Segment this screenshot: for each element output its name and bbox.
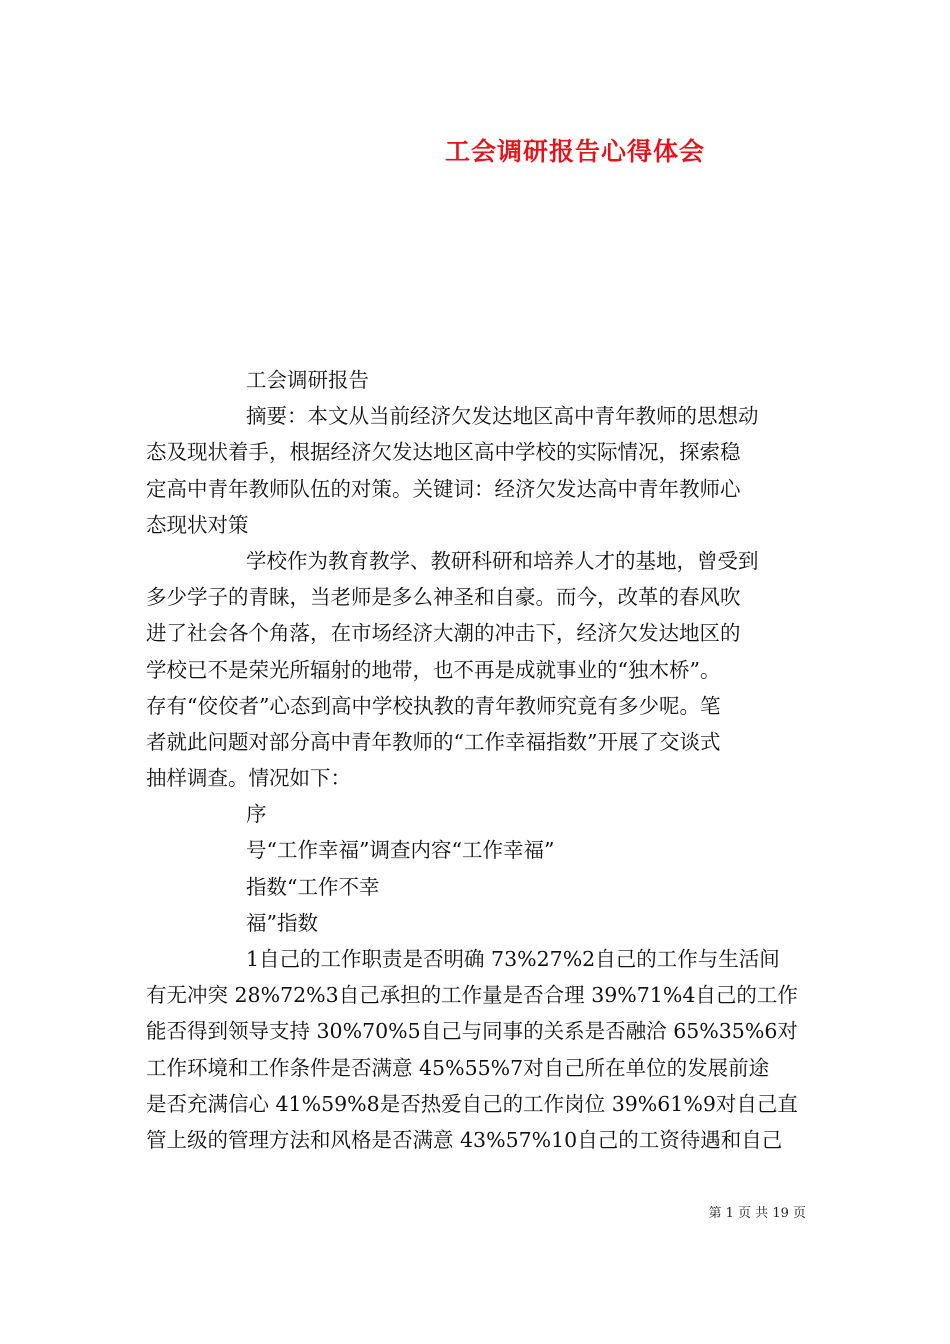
text-line: 定高中青年教师队伍的对策。关键词：经济欠发达高中青年教师心	[146, 476, 741, 501]
text-line: 工作环境和工作条件是否满意 45%55%7对自己所在单位的发展前途	[146, 1055, 770, 1080]
text-line: 福”指数	[246, 910, 318, 935]
text-line: 序	[246, 802, 267, 827]
text-line: 工会调研报告	[246, 368, 369, 392]
text-line: 有无冲突 28%72%3自己承担的工作量是否合理 39%71%4自己的工作	[146, 983, 798, 1008]
text-line: 学校作为教育教学、教研科研和培养人才的基地，曾受到	[246, 548, 759, 573]
text-line: 是否充满信心 41%59%8是否热爱自己的工作岗位 39%61%9对自己直	[146, 1091, 798, 1116]
text-line: 管上级的管理方法和风格是否满意 43%57%10自己的工资待遇和自己	[146, 1127, 783, 1152]
text-line: 存有“佼佼者”心态到高中学校执教的青年教师究竟有多少呢。笔	[146, 693, 721, 718]
text-line: 抽样调查。情况如下：	[146, 766, 351, 791]
text-line: 态现状对策	[146, 512, 249, 537]
text-line: 多少学子的青睐，当老师是多么神圣和自豪。而今，改革的春风吹	[146, 585, 741, 610]
text-line: 能否得到领导支持 30%70%5自己与同事的关系是否融洽 65%35%6对	[146, 1019, 798, 1044]
text-line: 1自己的工作职责是否明确 73%27%2自己的工作与生活间	[246, 947, 780, 971]
document-title: 工会调研报告心得体会	[444, 137, 705, 166]
text-line: 者就此问题对部分高中青年教师的“工作幸福指数”开展了交谈式	[146, 729, 721, 754]
text-line: 号“工作幸福”调查内容“工作幸福”	[246, 838, 555, 863]
text-line: 摘要：本文从当前经济欠发达地区高中青年教师的思想动	[246, 404, 759, 429]
document-body	[146, 362, 810, 1158]
text-line: 学校已不是荣光所辐射的地带，也不再是成就事业的“独木桥”。	[146, 657, 721, 682]
text-line: 态及现状着手，根据经济欠发达地区高中学校的实际情况，探索稳	[146, 440, 741, 465]
text-line: 指数“工作不幸	[246, 874, 380, 899]
page-footer: 第 1 页 共 19 页	[708, 1206, 806, 1221]
text-line: 进了社会各个角落，在市场经济大潮的冲击下，经济欠发达地区的	[146, 621, 741, 646]
